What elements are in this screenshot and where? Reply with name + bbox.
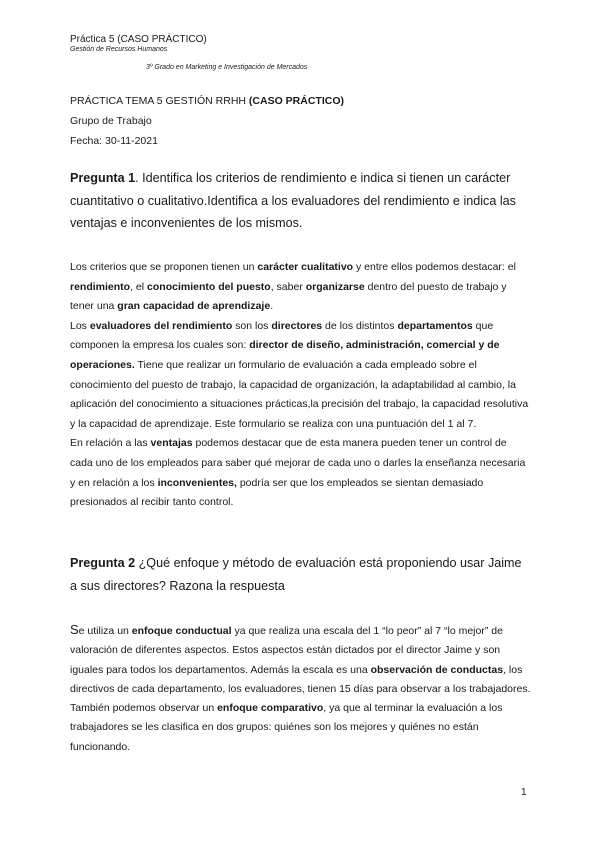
answer-1-bold: departamentos bbox=[397, 319, 473, 332]
answer-1-bold: evaluadores del rendimiento bbox=[89, 319, 233, 332]
question-2-label: Pregunta 2 bbox=[70, 556, 136, 570]
question-2 bbox=[70, 552, 532, 597]
answer-1-text: Los bbox=[70, 319, 90, 332]
answer-2-bold: observación de conductas bbox=[370, 663, 504, 676]
answer-1-bold: ventajas bbox=[150, 437, 193, 450]
answer-1-text: Los criterios que se proponen tienen un bbox=[70, 261, 258, 273]
question-2-text: ¿Qué enfoque y método de evaluación está proponiendo usar Jaime a sus directores? Razona la respuesta bbox=[70, 556, 522, 593]
answer-1-text: Tiene que realizar un formulario de evaluación a cada empleado sobre el conocimiento del puesto de trabajo, la capacidad de organización, la adaptabilidad al cambio, la aplicación del conocimiento a situaciones prácticas,la precisión del trabajo, la capacidad resolutiva y la capacidad de aprendizaje. Este formulario se realiza con una puntuación del 1 al 7. bbox=[70, 358, 529, 430]
answer-2-bold: enfoque conductual bbox=[131, 625, 232, 637]
page-number: 1 bbox=[521, 787, 527, 798]
answer-1-text: que componen la empresa los cuales son: bbox=[70, 319, 494, 352]
answer-1-text: son los bbox=[232, 319, 272, 332]
answer-1 bbox=[70, 258, 532, 513]
answer-1-bold: director de diseño, administración, comercial y de operaciones. bbox=[70, 339, 500, 371]
header-degree: 3º Grado en Marketing e Investigación de Mercados bbox=[146, 64, 308, 71]
answer-1-bold: conocimiento del puesto bbox=[147, 280, 271, 293]
document-title-main: PRÁCTICA TEMA 5 GESTIÓN RRHH bbox=[70, 95, 249, 107]
answer-2-initial: S bbox=[70, 622, 79, 637]
answer-1-text: dentro del puesto de trabajo y tener una bbox=[70, 280, 507, 313]
answer-1-text: de los distintos bbox=[322, 319, 398, 332]
document-date: Fecha: 30-11-2021 bbox=[70, 135, 158, 147]
document-title-bold: (CASO PRÁCTICO) bbox=[248, 95, 345, 107]
question-1 bbox=[70, 167, 532, 235]
answer-1-bold: carácter cualitativo bbox=[257, 261, 354, 273]
answer-1-bold: inconvenientes, bbox=[157, 476, 237, 489]
answer-2-text: e utiliza un bbox=[78, 625, 132, 637]
question-1-text: . Identifica los criterios de rendimiento e indica si tienen un carácter cuantitativo o cualitativo.Identifica a los evaluadores del rendimiento e indica las ventajas e inconvenientes de los mismos. bbox=[70, 171, 516, 231]
answer-2-text: , ya que al terminar la evaluación a los trabajadores se les clasifica en dos grupos: quiénes son los mejores y quiénes no están funcionando. bbox=[70, 702, 503, 753]
document-title bbox=[70, 95, 344, 107]
answer-1-text: y entre ellos podemos destacar: el bbox=[353, 261, 516, 273]
answer-1-text: podría ser que los empleados se sientan demasiado presionados al recibir tanto control. bbox=[70, 476, 484, 509]
answer-1-text: , saber bbox=[270, 280, 306, 293]
answer-1-text: En relación a las bbox=[70, 437, 151, 450]
answer-2 bbox=[70, 620, 532, 757]
work-group: Grupo de Trabajo bbox=[70, 115, 152, 127]
answer-1-bold: organizarse bbox=[305, 280, 365, 293]
answer-1-bold: directores bbox=[271, 319, 323, 332]
answer-1-text: . bbox=[270, 300, 274, 313]
answer-1-text: , el bbox=[130, 280, 148, 293]
question-1-label: Pregunta 1 bbox=[70, 171, 136, 185]
answer-2-bold: enfoque comparativo bbox=[217, 702, 324, 715]
answer-1-text: podemos destacar que de esta manera pueden tener un control de cada uno de los empleados para saber qué mejorar de cada uno o darles la enseñanza necesaria y en relación a los bbox=[70, 437, 526, 489]
answer-1-bold: rendimiento bbox=[70, 280, 131, 293]
answer-2-text: ya que realiza una escala del 1 “lo peor” al 7 “lo mejor” de valoración de diferentes aspectos. Estos aspectos están dictados por el director Jaime y son iguales para todos los departamentos. Además la escala es una bbox=[70, 625, 503, 676]
header-title: Práctica 5 (CASO PRÁCTICO) bbox=[70, 34, 207, 45]
answer-1-bold: gran capacidad de aprendizaje bbox=[117, 300, 271, 313]
header-subtitle: Gestión de Recursos Humanos bbox=[70, 46, 168, 53]
answer-2-text: , los directivos de cada departamento, los evaluadores, tienen 15 días para observar a los trabajadores. También podemos observar un bbox=[70, 663, 531, 715]
